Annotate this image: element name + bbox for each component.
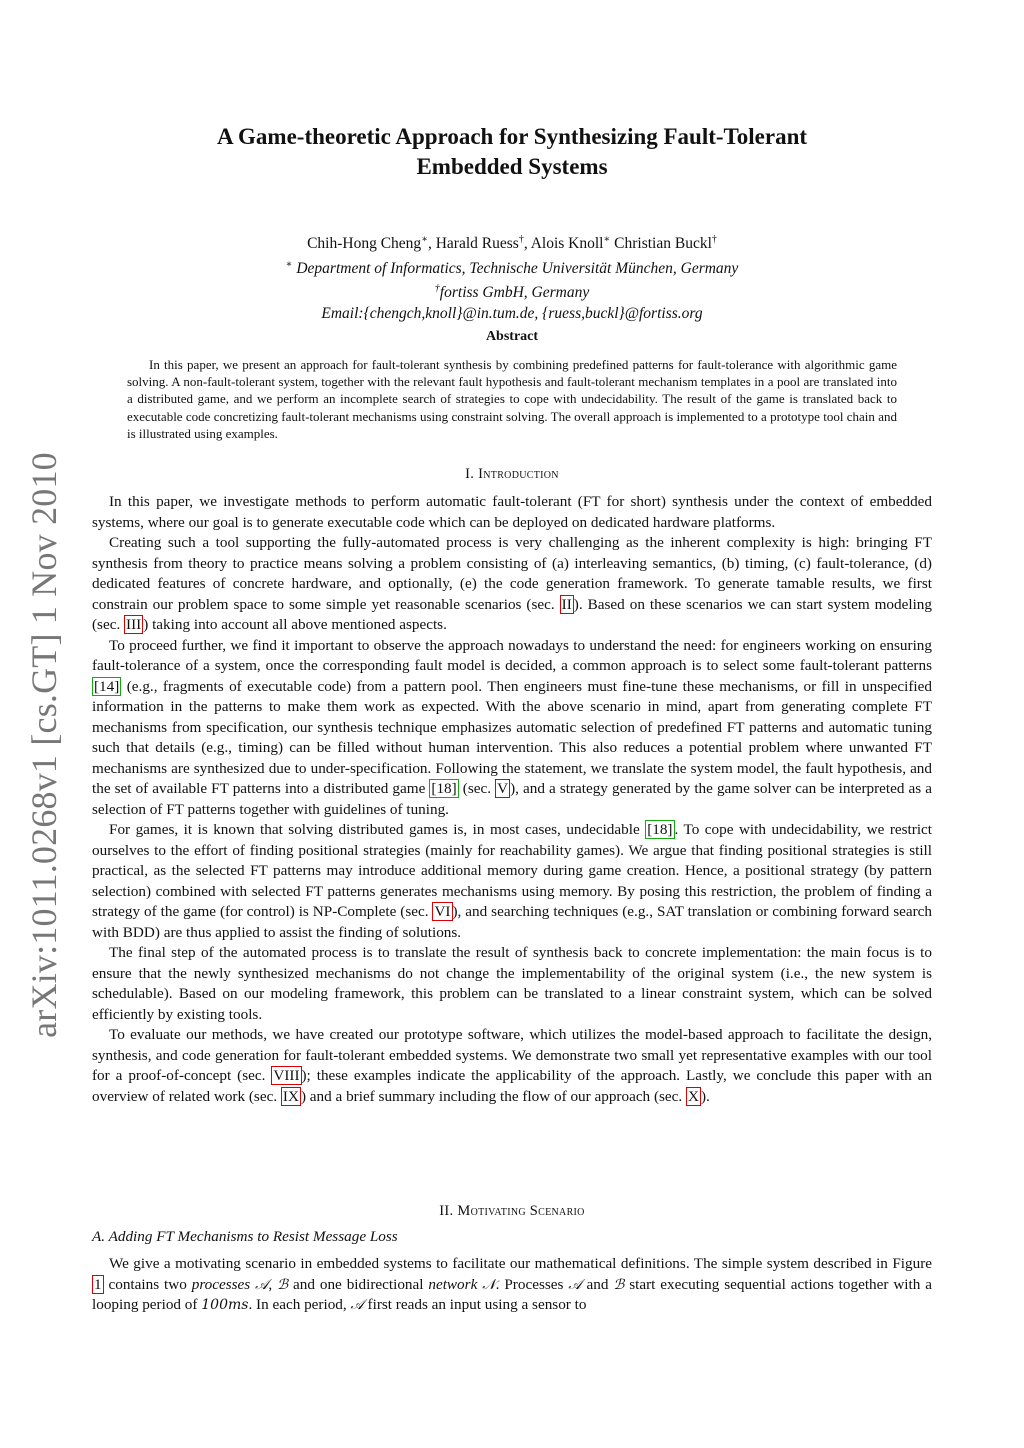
section-1-heading	[92, 466, 932, 483]
section-2-number: II.	[439, 1203, 458, 1219]
affiliation-2-text: fortiss GmbH, Germany	[439, 284, 590, 302]
math-period: 100ms	[201, 1297, 249, 1313]
text-span: ).	[700, 1087, 710, 1105]
author-4: Christian Buckl	[610, 235, 712, 253]
intro-paragraph-5: The final step of the automated process is to translate the result of synthesis back to concrete implementation: the main focus is to ensure that the newly synthesized mechanisms do not change the implementability of the original system (i.e., the new system is schedulable). Based on our modeling framework, this problem can be translated to a linear constraint system, which can be solved efficiently by existing tools.	[92, 944, 932, 1023]
section-link[interactable]: VIII	[273, 1067, 300, 1084]
affiliation-2	[150, 279, 874, 304]
intro-paragraph-1: In this paper, we investigate methods to perform automatic fault-tolerant (FT for short) synthesis under the context of embedded systems, where our goal is to generate executable code which can be deployed on dedicated hardware platforms.	[92, 493, 932, 531]
affiliation-2-mark: †	[434, 283, 440, 295]
paper-title	[150, 122, 874, 182]
term-processes: processes	[191, 1275, 251, 1293]
author-1: Chih-Hong Cheng	[307, 235, 422, 253]
intro-paragraph-4	[92, 820, 932, 943]
text-span: ). Based on these scenarios we can start system modeling (sec.	[92, 595, 932, 633]
author-emails: Email:{chengch,knoll}@in.tum.de, {ruess,buckl}@fortiss.org	[321, 304, 703, 322]
subsection-a-heading: A. Adding FT Mechanisms to Resist Message Loss	[92, 1228, 398, 1245]
text-span: start executing sequential actions together with a looping period of	[92, 1275, 932, 1313]
text-span: (e.g., fragments of executable code) from a pattern pool. Then engineers must fine-tune these mechanisms, or fill in unspecified information in the patterns to make them work as expected. With the above scenario in mind, apart from generating complete FT mechanisms from specification, our synthesis technique emphasizes automatic selection of predefined FT patterns and automatic tuning such that details (e.g., timing) can be filled without human intervention. This also reduces a potential problem where unwanted FT mechanisms are synthesized due to under-specification. Following the statement, we translate the system model, the fault hypothesis, and the set of available FT patterns into a distributed game	[92, 677, 932, 797]
text-span: and one bidirectional	[288, 1275, 429, 1293]
section-1-body	[92, 492, 932, 1107]
text-span: To proceed further, we find it important to observe the approach nowadays to understand the need: for engineers working on ensuring fault-tolerance of a system, once the corresponding fault model is decided, a common approach is to select some fault-tolerant patterns	[92, 636, 932, 674]
motivation-paragraph-1	[92, 1254, 932, 1316]
author-2: , Harald Ruess	[427, 235, 519, 253]
affiliation-1	[150, 255, 874, 280]
abstract-text: In this paper, we present an approach for fault-tolerant synthesis by combining predefined patterns for fault-tolerance with algorithmic game solving. A non-fault-tolerant system, together with the relevant fault hypothesis and fault-tolerant mechanism templates in a pool are translated into a distributed game, and we perform an incomplete search of strategies to cope with undecidability. The result of the game is translated back to executable code concretizing fault-tolerant mechanisms using constraint solving. The overall approach is implemented to a prototype tool chain and is illustrated using examples.	[127, 357, 897, 441]
text-span: . In each period,	[248, 1296, 351, 1313]
citation-link[interactable]: [14]	[94, 677, 120, 695]
citation-link[interactable]: [18]	[647, 821, 673, 838]
citation-link[interactable]: [18]	[431, 780, 457, 797]
intro-paragraph-3	[92, 636, 932, 821]
author-3-mark: ∗	[603, 234, 611, 245]
abstract-heading: Abstract	[485, 329, 539, 344]
title-line-1: A Game-theoretic Approach for Synthesizing Fault-Tolerant	[216, 124, 808, 149]
intro-paragraph-2	[92, 533, 932, 636]
author-block	[150, 230, 874, 324]
figure-link[interactable]: 1	[94, 1275, 102, 1293]
math-symbol: ℬ	[613, 1276, 625, 1293]
section-link[interactable]: III	[126, 616, 142, 633]
text-span: ) and a brief summary including the flow of our approach (sec.	[300, 1087, 686, 1105]
affiliation-1-mark: ∗	[285, 258, 293, 270]
title-line-2: Embedded Systems	[416, 154, 608, 179]
text-span: ); these examples indicate the applicability of the approach. Lastly, we conclude this paper with an overview of related work (sec.	[92, 1067, 932, 1105]
text-span: first reads an input using a sensor to	[363, 1296, 587, 1313]
text-span: We give a motivating scenario in embedded systems to facilitate our mathematical definitions. The simple system described in Figure	[109, 1255, 932, 1272]
section-link[interactable]: II	[561, 595, 572, 613]
text-span: contains two	[103, 1275, 192, 1293]
section-2-heading	[92, 1203, 932, 1220]
text-span: and	[581, 1275, 614, 1293]
text-span: (sec.	[458, 780, 496, 797]
section-link[interactable]: X	[688, 1087, 699, 1105]
affiliation-1-text: Department of Informatics, Technische Universität München, Germany	[292, 259, 739, 277]
author-1-mark: ∗	[421, 234, 428, 245]
math-symbol: 𝒜	[255, 1276, 269, 1293]
math-symbol: ℬ	[277, 1276, 289, 1293]
math-symbol: 𝒩	[482, 1276, 496, 1293]
arxiv-identifier[interactable]: arXiv:1011.0268v1 [cs.GT] 1 Nov 2010	[24, 452, 64, 1038]
text-span: . To cope with undecidability, we restrict ourselves to the effort of finding positional strategies (mainly for reachability games). We argue that finding positional strategies is still practical, as the selected FT patterns may introduce additional memory during game creation. Hence, a positional strategy (by pattern selection) combined with selected FT patterns generates mechanisms using memory. By posing this restriction, the problem of finding a strategy of the game (for control) is NP-Complete (sec.	[92, 821, 932, 920]
section-1-number: I.	[465, 466, 479, 482]
text-span: ), and searching techniques (e.g., SAT translation or combining forward search with BDD) are thus applied to assist the finding of solutions.	[92, 903, 933, 941]
text-span: Creating such a tool supporting the fully-automated process is very challenging as the inherent complexity is high: bringing FT synthesis from theory to practice means solving a problem consisting of (a) interleaving semantics, (b) timing, (c) fault-tolerance, (d) dedicated features of concrete hardware, and optionally, (e) the code generation framework. To generate tamable results, we first constrain our problem space to some simple yet reasonable scenarios (sec.	[92, 534, 932, 613]
term-network: network	[428, 1275, 478, 1293]
author-names	[150, 230, 874, 255]
section-link[interactable]: IX	[282, 1087, 299, 1105]
text-span: ), and a strategy generated by the game solver can be interpreted as a selection of FT patterns together with guidelines of tuning.	[92, 780, 933, 818]
author-3: , Alois Knoll	[523, 235, 604, 253]
section-link[interactable]: VI	[434, 903, 451, 920]
section-2-body	[92, 1254, 932, 1316]
intro-paragraph-6	[92, 1025, 932, 1107]
author-2-mark: †	[518, 234, 524, 245]
math-symbol: 𝒜	[350, 1297, 364, 1313]
section-2-title: Motivating Scenario	[457, 1203, 585, 1219]
text-span: For games, it is known that solving distributed games is, in most cases, undecidable	[109, 821, 646, 838]
math-symbol: 𝒜	[568, 1276, 582, 1293]
text-span: ,	[268, 1275, 278, 1293]
text-span: ) taking into account all above mentioned aspects.	[143, 616, 447, 633]
text-span: To evaluate our methods, we have created our prototype software, which utilizes the model-based approach to facilitate the design, synthesis, and code generation for fault-tolerant embedded systems. We demonstrate two small yet representative examples with our tool for a proof-of-concept (sec.	[92, 1026, 932, 1084]
text-span: . Processes	[495, 1275, 569, 1293]
section-1-title: Introduction	[478, 466, 559, 482]
arxiv-stamp	[0, 0, 80, 1448]
author-4-mark: †	[711, 234, 717, 245]
section-link[interactable]: V	[497, 780, 509, 797]
